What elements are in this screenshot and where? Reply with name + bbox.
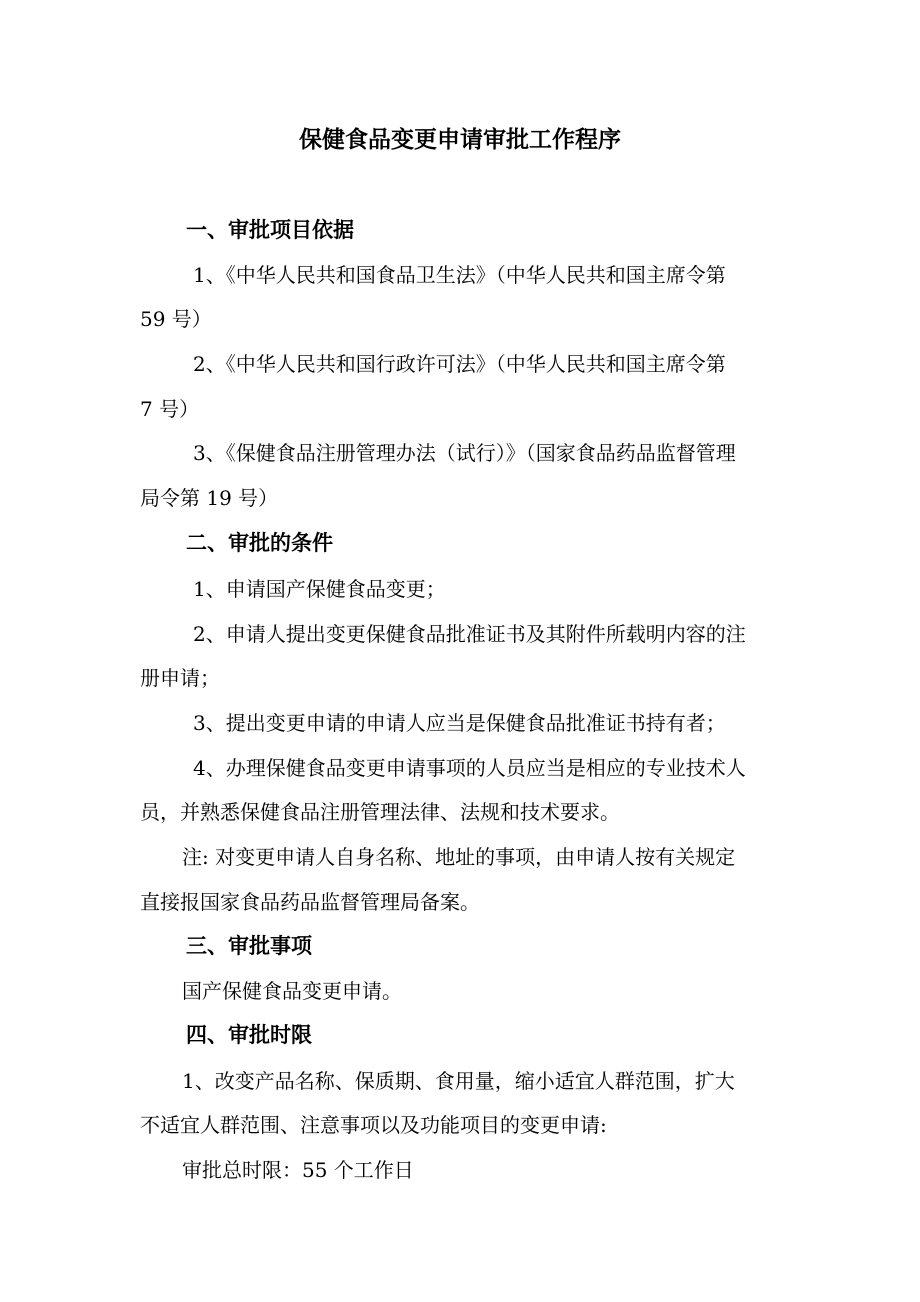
condition-item-1: 1、申请国产保健食品变更； [193,577,446,601]
condition-item-4-cont: 员，并熟悉保健食品注册管理法律、法规和技术要求。 [140,800,620,824]
time-limit-item-1: 1、改变产品名称、保质期、食用量，缩小适宜人群范围，扩大 [182,1069,735,1093]
matters-text: 国产保健食品变更申请。 [182,979,402,1003]
condition-item-4: 4、办理保健食品变更申请事项的人员应当是相应的专业技术人 [193,756,746,780]
time-limit-item-1-cont: 不适宜人群范围、注意事项以及功能项目的变更申请: [140,1113,607,1137]
section-heading-time-limit: 四、审批时限 [186,1023,312,1047]
condition-note-cont: 直接报国家食品药品监督管理局备案。 [140,890,480,914]
document-title: 保健食品变更申请审批工作程序 [299,127,621,153]
condition-item-3: 3、提出变更申请的申请人应当是保健食品批准证书持有者； [193,711,726,735]
total-time-limit: 审批总时限：55 个工作日 [182,1158,414,1182]
basis-item-3: 3、《保健食品注册管理办法（试行）》（国家食品药品监督管理 [193,441,736,465]
basis-item-2: 2、《中华人民共和国行政许可法》（中华人民共和国主席令第 [193,352,726,376]
basis-item-3-cont: 局令第 19 号） [140,486,279,510]
section-heading-conditions: 二、审批的条件 [186,531,333,555]
basis-item-1-cont: 59 号） [140,307,212,331]
condition-item-2-cont: 册申请； [140,666,220,690]
condition-item-2: 2、申请人提出变更保健食品批准证书及其附件所载明内容的注 [193,622,746,646]
section-heading-matters: 三、审批事项 [186,934,312,958]
basis-item-1: 1、《中华人民共和国食品卫生法》（中华人民共和国主席令第 [193,263,726,287]
section-heading-basis: 一、审批项目依据 [186,218,354,242]
basis-item-2-cont: 7 号） [140,397,200,421]
condition-note: 注: 对变更申请人自身名称、地址的事项，由申请人按有关规定 [182,845,736,869]
